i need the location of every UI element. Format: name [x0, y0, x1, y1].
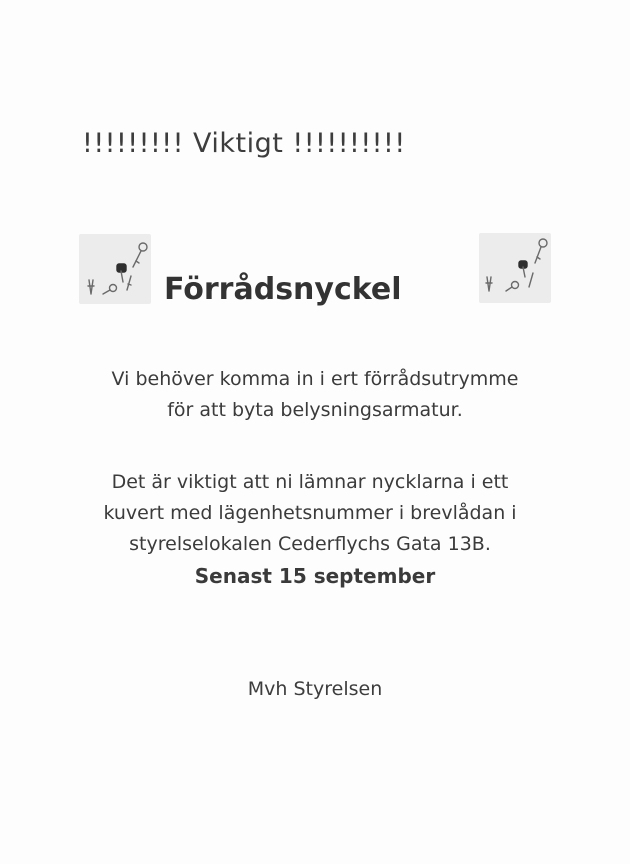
- signature: Mvh Styrelsen: [247, 678, 383, 700]
- keys-icon: [479, 233, 551, 303]
- paragraph-access: [0, 364, 630, 426]
- text-line: Det är viktigt att ni lämnar nycklarna i ett: [111, 471, 509, 493]
- text-line: kuvert med lägenhetsnummer i brevlådan i: [103, 502, 517, 524]
- text-line: för att byta belysningsarmatur.: [167, 399, 463, 421]
- deadline: Senast 15 september: [194, 564, 436, 588]
- keys-icon: [79, 234, 151, 304]
- paragraph-instructions: [0, 467, 625, 560]
- text-line: Vi behöver komma in i ert förrådsutrymme: [111, 368, 519, 390]
- text-line: styrelselokalen Cederflychs Gata 13B.: [129, 533, 491, 555]
- title: Förrådsnyckel: [164, 272, 402, 307]
- heading: !!!!!!!!! Viktigt !!!!!!!!!!: [82, 128, 406, 159]
